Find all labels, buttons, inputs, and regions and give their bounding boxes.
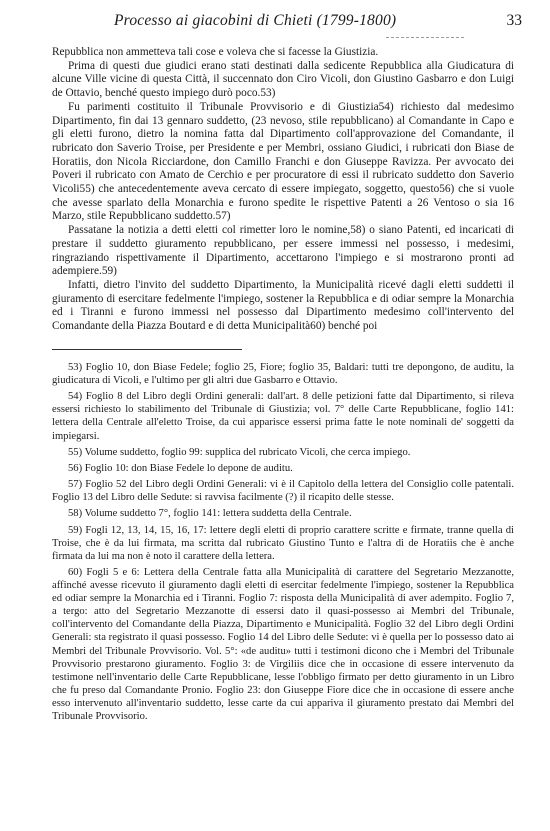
running-title: Processo ai giacobini di Chieti (1799-1800) [114, 12, 397, 29]
body-paragraph: Fu parimenti costituito il Tribunale Provvisorio e di Giustizia54) richiesto dal medesimo Dipartimento, fin dai 13 gennaro suddetto, (23 nevoso, stile repubblicano) al Comandante in Capo e gli eletti furono, dietro la nomina fatta dal Dipartimento coll'approvazione del Comandante, il rubricato don Saverio Troise, per Presidente e per Membri, ossiano Giudici, i rubricati don Biase de Horatiis, don Nicola Ricciardone, don Camillo Franchi e don Giuseppe Ravizza. Per avvocato dei Poveri il rubricato con Amato de Cerchio e per procuratore di essi il rubricato suddetto don Saverio Vicoli55) che antecedentemente aveva cercato di essere impiegato, soggetto, questo56) che si vuole che avesse sparlato della Monarchia e furono spedite le rispettive Patenti a 26 Ventoso o sia 16 Marzo, stile Repubblicano suddetto.57) [52, 100, 514, 223]
footnote: 60) Fogli 5 e 6: Lettera della Centrale fatta alla Municipalità di carattere del Segretario Mezzanotte, affinché avesse ricevuto il giuramento dagli eletti di esercitar fedelmente l'impiego, sostener la Repubblica ed odiar sempre la Monarchia ed i Tiranni. Foglio 7: risposta della Municipalità di aver adempito. Foglio 7, a tergo: atto del Segretario Mezzanotte di essersi dato il quasi-possesso ai Membri del Tribunale, coll'intervento del Comandante della Piazza, Dipartimento e Municipalità. Foglio 32 del Libro degli Ordini Generali: sta registrato il quasi possesso. Foglio 14 del Libro delle Sedute: vi è quella per lo possesso dato ai Membri del Tribunale Provvisorio. Vol. 5°: «de auditu» tutti i testimoni dicono che i Membri del Tribunale Provvisorio prestarono giuramento. Foglio 3: de Virgiliis dice che in occasione di essere intervenuto da testimone nell'inventario delle Carte Repubblicane, lesse l'obbligo firmato per detto giuramento in un Libro che fu preso dal Comandante Pronio. Foglio 23: don Giuseppe Fiore dice che in occasione di essere anche esso intervenuto all'inventario suddetto, lesse carte da cui appariva il giuramento prestato dai Membri del Tribunale Provvisorio. [52, 566, 514, 722]
footnote: 59) Fogli 12, 13, 14, 15, 16, 17: lettere degli eletti di proprio carattere scritte e firmate, tranne quella di Troise, che è da lui firmata, ma scritta dal rubricato Giustino Tunto e l'altra di de Horatiis che è anche firmata da lui ma non è noto il carattere della lettera. [52, 524, 514, 562]
footnotes [52, 361, 514, 726]
page-header [30, 12, 522, 34]
body-paragraph: Passatane la notizia a detti eletti col rimetter loro le nomine,58) o siano Patenti, ed incaricati di prestare il suddetto giuramento repubblicano, per essere immessi nel possesso, i medesimi, ringraziando rispettivamente il Dipartimento, accettarono l'impiego e si mostrarono pronti ad adempiere.59) [52, 224, 514, 278]
footnote: 56) Foglio 10: don Biase Fedele lo depone de auditu. [68, 462, 293, 474]
footnote: 55) Volume suddetto, foglio 99: supplica del rubricato Vicoli, che cerca impiego. [68, 446, 411, 458]
page-number: 33 [506, 12, 522, 29]
footnote-divider [52, 349, 242, 350]
body-paragraph: Repubblica non ammetteva tali cose e voleva che si facesse la Giustizia. [52, 46, 379, 58]
body-paragraph: Infatti, dietro l'invito del suddetto Dipartimento, la Municipalità ricevé dagli eletti suddetti il giuramento di esercitare fedelmente l'impiego, sostener la Repubblica e di odiar sempre la Monarchia ed i Tiranni e furono immessi nel possesso dal Dipartimento medesimo coll'intervento del Comandante della Piazza Boutard e di detta Municipalità60) benché poi [52, 278, 514, 333]
footnote: 53) Foglio 10, don Biase Fedele; foglio 25, Fiore; foglio 35, Baldari: tutti tre depongono, de auditu, la giudicatura di Vicoli, e l'ultimo per gli altri due Gasbarro e Ottavio. [52, 362, 514, 387]
footnote: 54) Foglio 8 del Libro degli Ordini generali: dall'art. 8 delle petizioni fatte dal Dipartimento, si rileva essersi richiesto lo stabilimento del Tribunale di Giustizia; vol. 7° delle Carte Repubblicane, foglio 141: lettera della Centrale all'eletto Troise, da cui apparisce essersi prima fatte le note nominali de' soggetti da impiegarsi. [52, 391, 514, 442]
body-text [52, 46, 514, 334]
body-paragraph: Prima di questi due giudici erano stati destinati dalla sedicente Repubblica alla Giudicatura di alcune Ville vicine di questa Città, il succennato don Ciro Vicoli, don Giustino Gasbarro e don Luigi de Ottavio, benché questo impiego durò poco.53) [52, 59, 514, 100]
footnote: 58) Volume suddetto 7°, foglio 141: lettera suddetta della Centrale. [68, 508, 352, 520]
header-rule [386, 37, 464, 38]
footnote: 57) Foglio 52 del Libro degli Ordini Generali: vi è il Capitolo della lettera del Consiglio colle patentali. Foglio 13 del Libro delle Sedute: si ravvisa facilmente (?) il ricapito delle stesse. [52, 479, 514, 504]
